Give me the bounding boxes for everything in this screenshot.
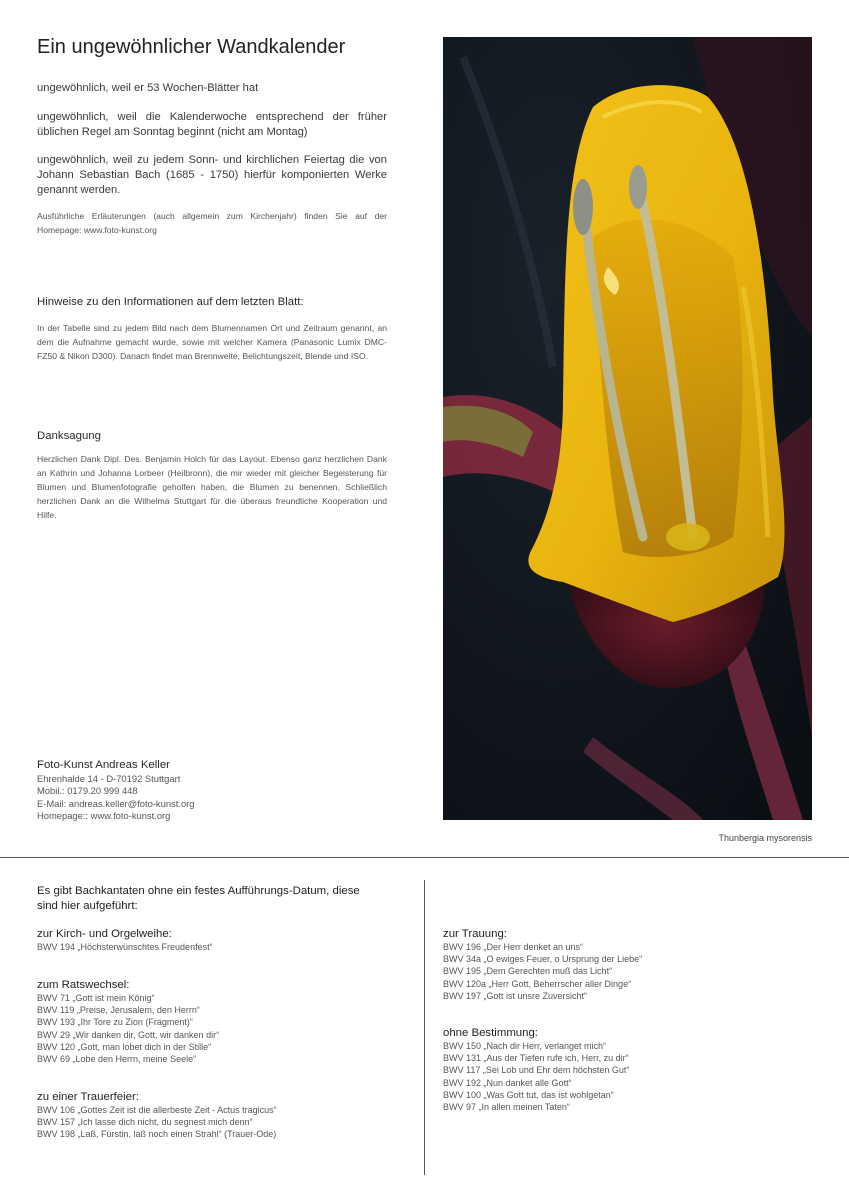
list-item: BWV 100 „Was Gott tut, das ist wohlgetan“: [443, 1089, 614, 1100]
list-item: BWV 119 „Preise, Jerusalem, den Herrn“: [37, 1005, 200, 1016]
list-item: BWV 157 „Ich lasse dich nicht, du segnest mich denn“: [37, 1117, 253, 1128]
list-item: BWV 193 „Ihr Tore zu Zion (Fragment)“: [37, 1017, 193, 1028]
cantata-group-council: [37, 978, 417, 1065]
hints-heading: Hinweise zu den Informationen auf dem letzten Blatt:: [37, 296, 304, 308]
list-item: BWV 106 „Gottes Zeit ist die allerbeste Zeit - Actus tragicus“: [37, 1105, 277, 1115]
contact-homepage[interactable]: Homepage:: www.foto-kunst.org: [37, 810, 171, 822]
list-item: BWV 120 „Gott, man lobet dich in der Stille“: [37, 1041, 212, 1052]
vertical-divider: [424, 880, 425, 1175]
horizontal-divider: [0, 857, 849, 858]
contact-mobile: Mobil.: 0179.20 999 448: [37, 785, 138, 797]
list-item: BWV 97 „In allen meinen Taten“: [443, 1102, 570, 1113]
list-item: BWV 117 „Sei Lob und Ehr dem höchsten Gut“: [443, 1065, 630, 1076]
cantata-group-wedding: [443, 927, 823, 1002]
list-item: BWV 194 „Höchsterwünschtes Freudenfest“: [37, 942, 213, 952]
page-title: Ein ungewöhnlicher Wandkalender: [37, 36, 346, 58]
list-item: BWV 198 „Laß, Fürstin, laß noch einen Strahl“ (Trauer-Ode): [37, 1129, 277, 1140]
contact-address: Ehrenhalde 14 - D-70192 Stuttgart: [37, 773, 181, 784]
flower-illustration: [443, 37, 812, 820]
intro-paragraph-3: ungewöhnlich, weil zu jedem Sonn- und kirchlichen Feiertag die von Johann Sebastian Bach (1685 - 1750) hierfür komponierten Werke genannt werden.: [37, 154, 387, 196]
cantata-group-unspecified: [443, 1026, 823, 1113]
list-item: BWV 197 „Gott ist unsre Zuversicht“: [443, 990, 588, 1001]
group-heading: zu einer Trauerfeier:: [37, 1091, 139, 1103]
cantata-group-funeral: [37, 1090, 417, 1141]
intro-paragraph-2: ungewöhnlich, weil die Kalenderwoche entsprechend der früher üblichen Regel am Sonntag beginnt (nicht am Montag): [37, 111, 387, 138]
cantata-group-consecration: [37, 927, 417, 953]
contact-block: [37, 758, 337, 823]
list-item: BWV 131 „Aus der Tiefen rufe ich, Herr, zu dir“: [443, 1053, 629, 1064]
photo-caption: Thunbergia mysorensis: [718, 833, 812, 843]
list-item: BWV 29 „Wir danken dir, Gott, wir danken dir“: [37, 1029, 220, 1040]
group-heading: zum Ratswechsel:: [37, 979, 130, 991]
list-item: BWV 195 „Dem Gerechten muß das Licht“: [443, 966, 613, 977]
list-item: BWV 192 „Nun danket alle Gott“: [443, 1077, 572, 1088]
list-item: BWV 120a „Herr Gott, Beherrscher aller Dinge“: [443, 978, 632, 989]
flower-photo: [443, 37, 812, 820]
cantatas-intro: Es gibt Bachkantaten ohne ein festes Aufführungs-Datum, diese sind hier aufgeführt:: [37, 885, 360, 912]
list-item: BWV 150 „Nach dir Herr, verlanget mich“: [443, 1041, 607, 1051]
group-heading: zur Kirch- und Orgelweihe:: [37, 928, 172, 940]
list-item: BWV 71 „Gott ist mein König“: [37, 993, 155, 1003]
group-heading: zur Trauung:: [443, 928, 507, 940]
hints-text: In der Tabelle sind zu jedem Bild nach dem Blumennamen Ort und Zeitraum genannt, an dem die Aufnahme gemacht wurde, sowie mit welcher Kamera (Panasonic Lumix DMC-FZ50 & Nikon D300). Danach findet man Brennweite, Belichtungszeit, Blende und ISO.: [37, 323, 387, 361]
intro-paragraph-1: ungewöhnlich, weil er 53 Wochen-Blätter hat: [37, 82, 259, 94]
thanks-text: Herzlichen Dank Dipl. Des. Benjamin Holch für das Layout. Ebenso ganz herzlichen Dank an Kathrin und Johanna Lorbeer (Heilbronn), die mir wieder mit gleicher Begeisterung für Blumen und Blumenfotografie geholfen haben, die Blumen zu benennen. Schließlich herzlichen Dank an die Wilhelma Stuttgart für die überaus freundliche Kooperation und Hilfe.: [37, 454, 387, 520]
contact-name: Foto-Kunst Andreas Keller: [37, 759, 170, 771]
list-item: BWV 196 „Der Herr denket an uns“: [443, 942, 584, 952]
thanks-heading: Danksagung: [37, 430, 101, 442]
list-item: BWV 34a „O ewiges Feuer, o Ursprung der Liebe“: [443, 954, 643, 965]
list-item: BWV 69 „Lobe den Herrn, meine Seele“: [37, 1054, 197, 1065]
details-note: Ausführliche Erläuterungen (auch allgemein zum Kirchenjahr) finden Sie auf der Homepage: www.foto-kunst.org: [37, 211, 387, 235]
contact-email[interactable]: E-Mail: andreas.keller@foto-kunst.org: [37, 797, 195, 809]
group-heading: ohne Bestimmung:: [443, 1027, 538, 1039]
